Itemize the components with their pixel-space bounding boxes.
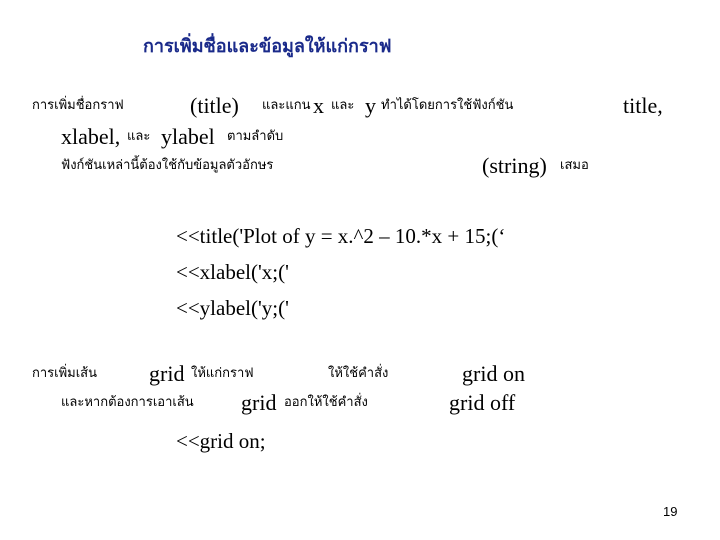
para1-text-d: x: [313, 93, 324, 118]
para2-text-b: grid: [149, 361, 185, 386]
para1-text-m: ฟังก์ชันเหล่านี้ต้องใช้กับข้อมูลตัวอักษร: [61, 158, 274, 173]
para1-text-k: ylabel: [161, 124, 215, 149]
para1-text-h: title,: [623, 93, 663, 118]
slide-title: การเพิ่มชื่อและข้อมูลให้แก่กราฟ: [143, 36, 392, 57]
para1-text-c: และแกน: [262, 98, 311, 113]
para2-text-i: grid off: [449, 390, 516, 415]
para1-text-j: และ: [127, 129, 151, 144]
code-line: <<title('Plot of y = x.^2 – 10.*x + 15;(‘: [176, 224, 506, 248]
para1-text-e: และ: [331, 98, 355, 113]
para2-text-d: ให้ใช้คำสั่ง: [328, 366, 389, 381]
para1-text-o: เสมอ: [560, 158, 589, 173]
code-line: <<ylabel('y;(': [176, 296, 289, 320]
para1-text-b: (title): [190, 93, 239, 118]
para1-text-a: การเพิ่มชื่อกราฟ: [32, 98, 124, 113]
para1-text-l: ตามลำดับ: [227, 129, 284, 144]
para2-text-h: ออกให้ใช้คำสั่ง: [284, 395, 368, 410]
para1-text-f: y: [365, 93, 376, 118]
page-number: 19: [663, 504, 678, 519]
para2-text-f: และหากต้องการเอาเส้น: [61, 395, 194, 410]
para2-text-c: ให้แก่กราฟ: [191, 366, 254, 381]
para1-text-i: xlabel,: [61, 124, 121, 149]
code-line: <<grid on;: [176, 429, 266, 453]
para1-text-g: ทำได้โดยการใช้ฟังก์ชัน: [381, 98, 514, 113]
para2-text-a: การเพิ่มเส้น: [32, 366, 97, 381]
para2-text-g: grid: [241, 390, 277, 415]
code-line: <<xlabel('x;(': [176, 260, 289, 284]
para2-text-e: grid on: [462, 361, 525, 386]
para1-text-n: (string): [482, 153, 547, 178]
